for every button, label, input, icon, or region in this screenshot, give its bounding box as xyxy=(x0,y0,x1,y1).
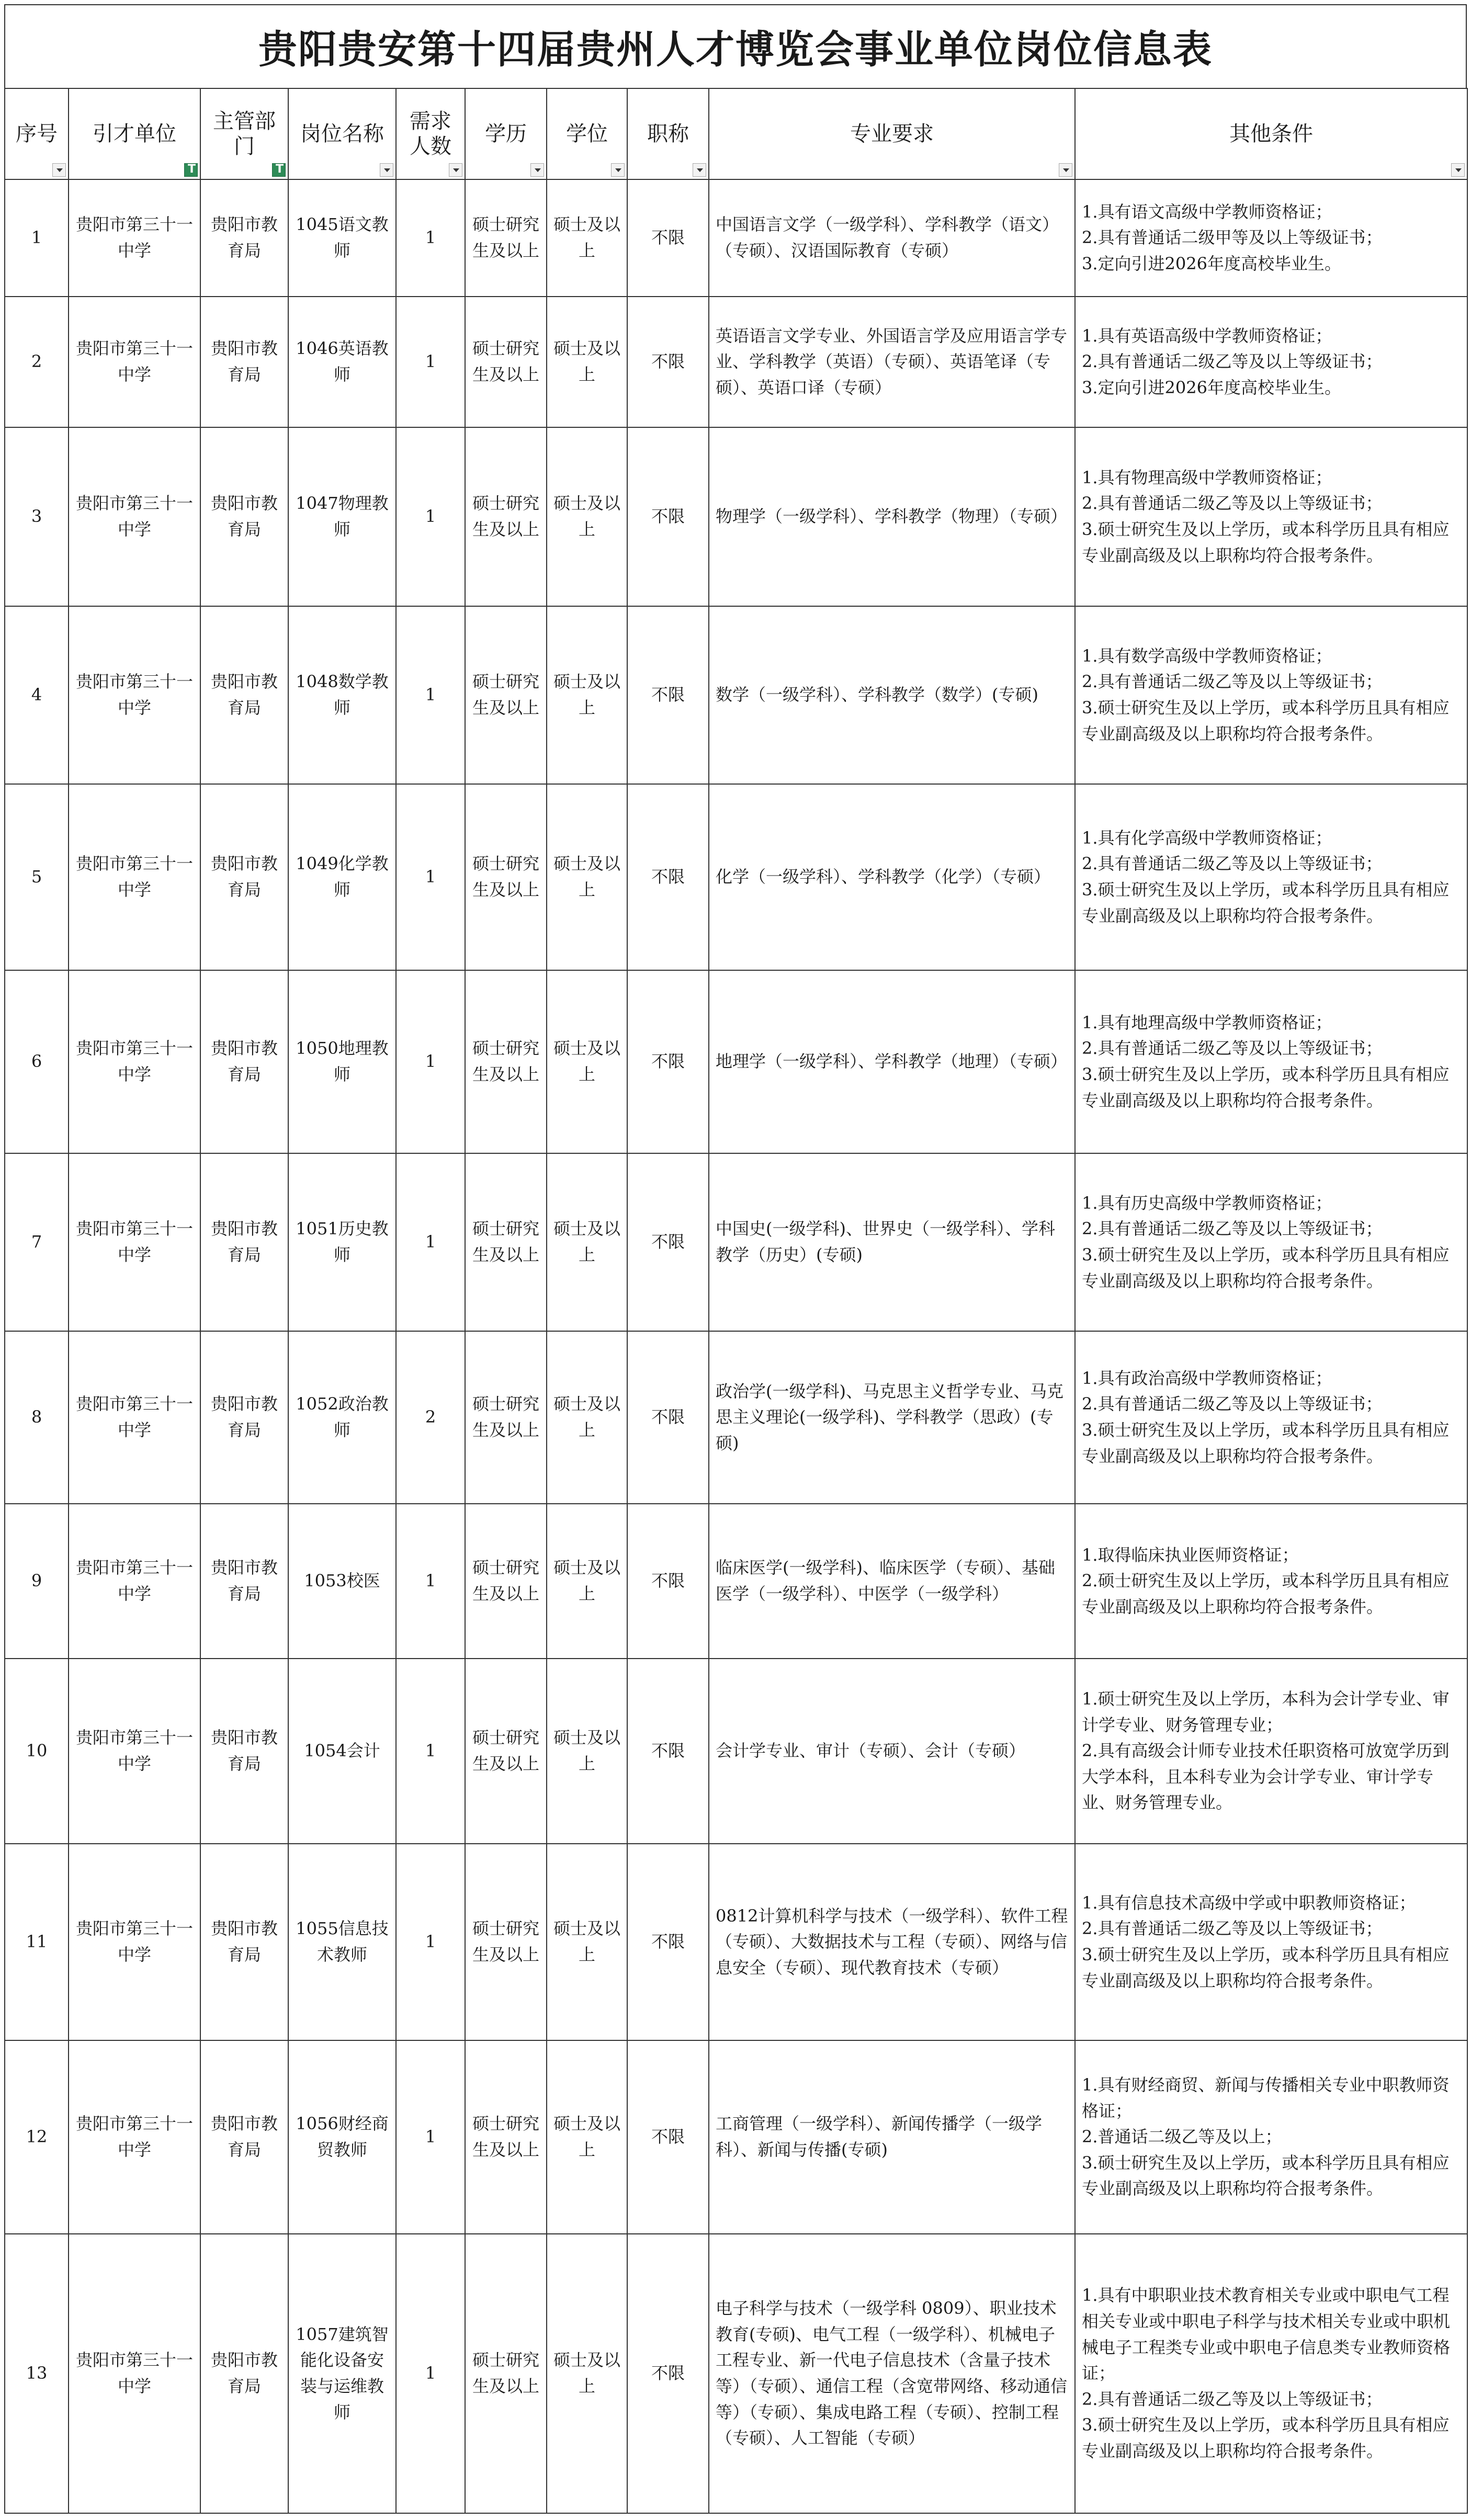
cell-other[interactable]: 1.具有中职职业技术教育相关专业或中职电气工程相关专业或中职电子科学与技术相关专业或中职机械电子工程类专业或中职电子信息类专业教师资格证； 2.具有普通话二级乙等及以上等级证书； 3.硕士研究生及以上学历，或本科学历且具有相应专业副高级及以上职称均符合报考条件。 xyxy=(1075,2234,1467,2513)
table-row xyxy=(5,784,1467,970)
cell-edu[interactable]: 硕士研究生及以上 xyxy=(465,970,547,1153)
cell-dept[interactable]: 贵阳市教育局 xyxy=(200,1659,288,1844)
cell-post[interactable]: 1051历史教师 xyxy=(288,1153,396,1331)
cell-no[interactable]: 11 xyxy=(5,1844,69,2040)
cell-degree[interactable]: 硕士及以上 xyxy=(547,1153,627,1331)
cell-no[interactable]: 9 xyxy=(5,1504,69,1659)
cell-other[interactable]: 1.具有物理高级中学教师资格证； 2.具有普通话二级乙等及以上等级证书； 3.硕士研究生及以上学历，或本科学历且具有相应专业副高级及以上职称均符合报考条件。 xyxy=(1075,427,1467,606)
cell-count[interactable]: 1 xyxy=(396,606,465,784)
table-row xyxy=(5,427,1467,606)
filter-dropdown-icon[interactable] xyxy=(1059,163,1072,177)
cell-major[interactable]: 物理学（一级学科）、学科教学（物理）（专硕） xyxy=(709,427,1075,606)
cell-major[interactable]: 中国语言文学（一级学科）、学科教学（语文）（专硕）、汉语国际教育（专硕） xyxy=(709,179,1075,297)
cell-major[interactable]: 化学（一级学科）、学科教学（化学）（专硕） xyxy=(709,784,1075,970)
cell-edu[interactable]: 硕士研究生及以上 xyxy=(465,297,547,427)
cell-title[interactable]: 不限 xyxy=(627,784,709,970)
cell-no[interactable]: 6 xyxy=(5,970,69,1153)
cell-dept[interactable]: 贵阳市教育局 xyxy=(200,1153,288,1331)
cell-post[interactable]: 1049化学教师 xyxy=(288,784,396,970)
table-row xyxy=(5,970,1467,1153)
cell-no[interactable]: 2 xyxy=(5,297,69,427)
cell-post[interactable]: 1054会计 xyxy=(288,1659,396,1844)
cell-unit[interactable]: 贵阳市第三十一中学 xyxy=(69,179,200,297)
cell-major[interactable]: 中国史(一级学科)、世界史（一级学科）、学科教学（历史）(专硕) xyxy=(709,1153,1075,1331)
filter-dropdown-icon[interactable] xyxy=(693,163,706,177)
cell-major[interactable]: 英语语言文学专业、外国语言学及应用语言学专业、学科教学（英语）（专硕）、英语笔译（专硕）、英语口译（专硕） xyxy=(709,297,1075,427)
cell-count[interactable]: 1 xyxy=(396,970,465,1153)
cell-unit[interactable]: 贵阳市第三十一中学 xyxy=(69,1331,200,1504)
cell-unit[interactable]: 贵阳市第三十一中学 xyxy=(69,2234,200,2513)
cell-other[interactable]: 1.硕士研究生及以上学历，本科为会计学专业、审计学专业、财务管理专业； 2.具有高级会计师专业技术任职资格可放宽学历到大学本科，且本科专业为会计学专业、审计学专业、财务管理专业。 xyxy=(1075,1659,1467,1844)
position-table xyxy=(4,88,1468,2514)
cell-count[interactable]: 1 xyxy=(396,179,465,297)
cell-degree[interactable]: 硕士及以上 xyxy=(547,606,627,784)
table-row xyxy=(5,1844,1467,2040)
cell-dept[interactable]: 贵阳市教育局 xyxy=(200,784,288,970)
filter-dropdown-icon[interactable] xyxy=(380,163,393,177)
cell-degree[interactable]: 硕士及以上 xyxy=(547,1844,627,2040)
cell-edu[interactable]: 硕士研究生及以上 xyxy=(465,606,547,784)
cell-unit[interactable]: 贵阳市第三十一中学 xyxy=(69,1844,200,2040)
header-post[interactable]: 岗位名称 xyxy=(288,88,396,179)
cell-dept[interactable]: 贵阳市教育局 xyxy=(200,970,288,1153)
cell-unit[interactable]: 贵阳市第三十一中学 xyxy=(69,1504,200,1659)
cell-degree[interactable]: 硕士及以上 xyxy=(547,1331,627,1504)
cell-edu[interactable]: 硕士研究生及以上 xyxy=(465,784,547,970)
cell-other[interactable]: 1.具有数学高级中学教师资格证； 2.具有普通话二级乙等及以上等级证书； 3.硕士研究生及以上学历，或本科学历且具有相应专业副高级及以上职称均符合报考条件。 xyxy=(1075,606,1467,784)
cell-post[interactable]: 1048数学教师 xyxy=(288,606,396,784)
cell-no[interactable]: 3 xyxy=(5,427,69,606)
table-row xyxy=(5,2234,1467,2513)
cell-major[interactable]: 地理学（一级学科）、学科教学（地理）（专硕） xyxy=(709,970,1075,1153)
table-row xyxy=(5,1331,1467,1504)
cell-major[interactable]: 政治学(一级学科)、马克思主义哲学专业、马克思主义理论(一级学科)、学科教学（思政）(专硕) xyxy=(709,1331,1075,1504)
cell-major[interactable]: 数学（一级学科）、学科教学（数学）(专硕) xyxy=(709,606,1075,784)
cell-post[interactable]: 1057建筑智能化设备安装与运维教师 xyxy=(288,2234,396,2513)
cell-unit[interactable]: 贵阳市第三十一中学 xyxy=(69,1153,200,1331)
cell-count[interactable]: 1 xyxy=(396,784,465,970)
cell-count[interactable]: 1 xyxy=(396,2040,465,2234)
cell-title[interactable]: 不限 xyxy=(627,970,709,1153)
cell-count[interactable]: 1 xyxy=(396,1844,465,2040)
cell-title[interactable]: 不限 xyxy=(627,179,709,297)
cell-other[interactable]: 1.具有历史高级中学教师资格证； 2.具有普通话二级乙等及以上等级证书； 3.硕士研究生及以上学历，或本科学历且具有相应专业副高级及以上职称均符合报考条件。 xyxy=(1075,1153,1467,1331)
table-row xyxy=(5,1659,1467,1844)
cell-count[interactable]: 1 xyxy=(396,297,465,427)
table-row xyxy=(5,179,1467,297)
filter-dropdown-icon[interactable] xyxy=(1451,163,1465,177)
cell-unit[interactable]: 贵阳市第三十一中学 xyxy=(69,1659,200,1844)
cell-other[interactable]: 1.具有财经商贸、新闻与传播相关专业中职教师资格证； 2.普通话二级乙等及以上； 3.硕士研究生及以上学历，或本科学历且具有相应专业副高级及以上职称均符合报考条件。 xyxy=(1075,2040,1467,2234)
cell-edu[interactable]: 硕士研究生及以上 xyxy=(465,2040,547,2234)
header-row xyxy=(5,88,1467,179)
cell-title[interactable]: 不限 xyxy=(627,2040,709,2234)
cell-dept[interactable]: 贵阳市教育局 xyxy=(200,179,288,297)
cell-unit[interactable]: 贵阳市第三十一中学 xyxy=(69,427,200,606)
filter-dropdown-icon[interactable] xyxy=(52,163,66,177)
cell-post[interactable]: 1047物理教师 xyxy=(288,427,396,606)
cell-post[interactable]: 1052政治教师 xyxy=(288,1331,396,1504)
filter-dropdown-icon[interactable] xyxy=(449,163,462,177)
cell-degree[interactable]: 硕士及以上 xyxy=(547,2234,627,2513)
cell-post[interactable]: 1056财经商贸教师 xyxy=(288,2040,396,2234)
cell-degree[interactable]: 硕士及以上 xyxy=(547,1504,627,1659)
cell-edu[interactable]: 硕士研究生及以上 xyxy=(465,1153,547,1331)
cell-post[interactable]: 1046英语教师 xyxy=(288,297,396,427)
header-edu[interactable]: 学历 xyxy=(465,88,547,179)
cell-other[interactable]: 1.具有地理高级中学教师资格证； 2.具有普通话二级乙等及以上等级证书； 3.硕士研究生及以上学历，或本科学历且具有相应专业副高级及以上职称均符合报考条件。 xyxy=(1075,970,1467,1153)
cell-other[interactable]: 1.具有政治高级中学教师资格证； 2.具有普通话二级乙等及以上等级证书； 3.硕士研究生及以上学历，或本科学历且具有相应专业副高级及以上职称均符合报考条件。 xyxy=(1075,1331,1467,1504)
cell-no[interactable]: 7 xyxy=(5,1153,69,1331)
cell-post[interactable]: 1050地理教师 xyxy=(288,970,396,1153)
cell-count[interactable]: 1 xyxy=(396,1504,465,1659)
header-count[interactable]: 需求人数 xyxy=(396,88,465,179)
cell-edu[interactable]: 硕士研究生及以上 xyxy=(465,1844,547,2040)
cell-title[interactable]: 不限 xyxy=(627,1331,709,1504)
cell-edu[interactable]: 硕士研究生及以上 xyxy=(465,1504,547,1659)
cell-title[interactable]: 不限 xyxy=(627,1659,709,1844)
table-title: 贵阳贵安第十四届贵州人才博览会事业单位岗位信息表 xyxy=(4,4,1467,88)
cell-edu[interactable]: 硕士研究生及以上 xyxy=(465,1659,547,1844)
cell-count[interactable]: 1 xyxy=(396,427,465,606)
cell-no[interactable]: 4 xyxy=(5,606,69,784)
table-row xyxy=(5,2040,1467,2234)
cell-major[interactable]: 电子科学与技术（一级学科 0809）、职业技术教育(专硕)、电气工程（一级学科）、机械电子工程专业、新一代电子信息技术（含量子技术等）（专硕）、通信工程（含宽带网络、移动通信等）（专硕）、集成电路工程（专硕）、控制工程（专硕）、人工智能（专硕） xyxy=(709,2234,1075,2513)
header-title[interactable]: 职称 xyxy=(627,88,709,179)
cell-unit[interactable]: 贵阳市第三十一中学 xyxy=(69,606,200,784)
cell-other[interactable]: 1.具有英语高级中学教师资格证； 2.具有普通话二级乙等及以上等级证书； 3.定向引进2026年度高校毕业生。 xyxy=(1075,297,1467,427)
cell-dept[interactable]: 贵阳市教育局 xyxy=(200,2234,288,2513)
spreadsheet xyxy=(4,4,1467,2514)
cell-other[interactable]: 1.具有化学高级中学教师资格证； 2.具有普通话二级乙等及以上等级证书； 3.硕士研究生及以上学历，或本科学历且具有相应专业副高级及以上职称均符合报考条件。 xyxy=(1075,784,1467,970)
table-row xyxy=(5,606,1467,784)
filter-dropdown-icon[interactable] xyxy=(530,163,544,177)
cell-title[interactable]: 不限 xyxy=(627,1153,709,1331)
header-major[interactable]: 专业要求 xyxy=(709,88,1075,179)
cell-dept[interactable]: 贵阳市教育局 xyxy=(200,1504,288,1659)
cell-count[interactable]: 1 xyxy=(396,1659,465,1844)
cell-unit[interactable]: 贵阳市第三十一中学 xyxy=(69,970,200,1153)
cell-degree[interactable]: 硕士及以上 xyxy=(547,1659,627,1844)
cell-no[interactable]: 13 xyxy=(5,2234,69,2513)
cell-title[interactable]: 不限 xyxy=(627,2234,709,2513)
cell-major[interactable]: 0812计算机科学与技术（一级学科）、软件工程（专硕）、大数据技术与工程（专硕）、网络与信息安全（专硕）、现代教育技术（专硕） xyxy=(709,1844,1075,2040)
cell-degree[interactable]: 硕士及以上 xyxy=(547,297,627,427)
cell-no[interactable]: 5 xyxy=(5,784,69,970)
cell-no[interactable]: 8 xyxy=(5,1331,69,1504)
cell-other[interactable]: 1.具有语文高级中学教师资格证； 2.具有普通话二级甲等及以上等级证书； 3.定向引进2026年度高校毕业生。 xyxy=(1075,179,1467,297)
cell-edu[interactable]: 硕士研究生及以上 xyxy=(465,427,547,606)
cell-other[interactable]: 1.具有信息技术高级中学或中职教师资格证； 2.具有普通话二级乙等及以上等级证书； 3.硕士研究生及以上学历，或本科学历且具有相应专业副高级及以上职称均符合报考条件。 xyxy=(1075,1844,1467,2040)
cell-dept[interactable]: 贵阳市教育局 xyxy=(200,1331,288,1504)
cell-title[interactable]: 不限 xyxy=(627,1504,709,1659)
header-other[interactable]: 其他条件 xyxy=(1075,88,1467,179)
header-degree[interactable]: 学位 xyxy=(547,88,627,179)
cell-post[interactable]: 1053校医 xyxy=(288,1504,396,1659)
cell-degree[interactable]: 硕士及以上 xyxy=(547,970,627,1153)
cell-title[interactable]: 不限 xyxy=(627,1844,709,2040)
cell-title[interactable]: 不限 xyxy=(627,427,709,606)
cell-count[interactable]: 2 xyxy=(396,1331,465,1504)
cell-count[interactable]: 1 xyxy=(396,2234,465,2513)
filter-active-icon[interactable] xyxy=(184,163,198,177)
cell-degree[interactable]: 硕士及以上 xyxy=(547,784,627,970)
cell-edu[interactable]: 硕士研究生及以上 xyxy=(465,179,547,297)
cell-major[interactable]: 工商管理（一级学科）、新闻传播学（一级学科）、新闻与传播(专硕) xyxy=(709,2040,1075,2234)
cell-title[interactable]: 不限 xyxy=(627,606,709,784)
cell-degree[interactable]: 硕士及以上 xyxy=(547,179,627,297)
cell-dept[interactable]: 贵阳市教育局 xyxy=(200,1844,288,2040)
cell-major[interactable]: 临床医学(一级学科)、临床医学（专硕）、基础医学（一级学科）、中医学（一级学科） xyxy=(709,1504,1075,1659)
header-unit[interactable]: 引才单位 T xyxy=(69,88,200,179)
cell-dept[interactable]: 贵阳市教育局 xyxy=(200,606,288,784)
cell-no[interactable]: 1 xyxy=(5,179,69,297)
cell-dept[interactable]: 贵阳市教育局 xyxy=(200,297,288,427)
cell-other[interactable]: 1.取得临床执业医师资格证； 2.硕士研究生及以上学历，或本科学历且具有相应专业副高级及以上职称均符合报考条件。 xyxy=(1075,1504,1467,1659)
cell-dept[interactable]: 贵阳市教育局 xyxy=(200,2040,288,2234)
cell-dept[interactable]: 贵阳市教育局 xyxy=(200,427,288,606)
cell-unit[interactable]: 贵阳市第三十一中学 xyxy=(69,784,200,970)
cell-major[interactable]: 会计学专业、审计（专硕）、会计（专硕） xyxy=(709,1659,1075,1844)
cell-degree[interactable]: 硕士及以上 xyxy=(547,2040,627,2234)
table-row xyxy=(5,1504,1467,1659)
table-row xyxy=(5,297,1467,427)
table-row xyxy=(5,1153,1467,1331)
filter-active-icon[interactable] xyxy=(272,163,286,177)
cell-unit[interactable]: 贵阳市第三十一中学 xyxy=(69,2040,200,2234)
cell-count[interactable]: 1 xyxy=(396,1153,465,1331)
cell-edu[interactable]: 硕士研究生及以上 xyxy=(465,1331,547,1504)
cell-degree[interactable]: 硕士及以上 xyxy=(547,427,627,606)
filter-dropdown-icon[interactable] xyxy=(611,163,625,177)
cell-no[interactable]: 12 xyxy=(5,2040,69,2234)
header-dept[interactable]: 主管部门 T xyxy=(200,88,288,179)
cell-edu[interactable]: 硕士研究生及以上 xyxy=(465,2234,547,2513)
cell-post[interactable]: 1055信息技术教师 xyxy=(288,1844,396,2040)
cell-title[interactable]: 不限 xyxy=(627,297,709,427)
cell-post[interactable]: 1045语文教师 xyxy=(288,179,396,297)
cell-no[interactable]: 10 xyxy=(5,1659,69,1844)
cell-unit[interactable]: 贵阳市第三十一中学 xyxy=(69,297,200,427)
header-no[interactable]: 序号 xyxy=(5,88,69,179)
